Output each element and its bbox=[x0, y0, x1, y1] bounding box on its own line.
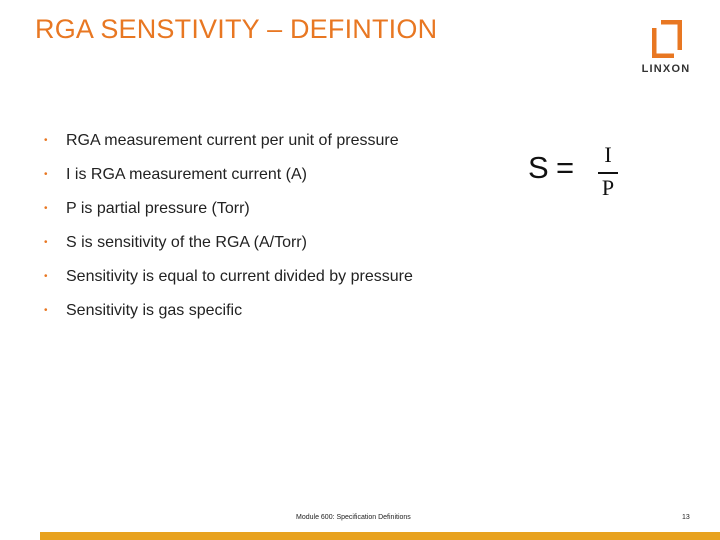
footer-text: Module 600: Specification Definitions bbox=[296, 514, 411, 521]
bullet-text: Sensitivity is gas specific bbox=[66, 302, 243, 319]
bullet-text: S is sensitivity of the RGA (A/Torr) bbox=[66, 234, 307, 251]
bullet-text: Sensitivity is equal to current divided by pressure bbox=[66, 268, 413, 285]
bullet-text: I is RGA measurement current (A) bbox=[66, 166, 307, 183]
bullet-item bbox=[44, 264, 413, 298]
logo-text: LINXON bbox=[641, 63, 691, 75]
linxon-bracket-logo-icon bbox=[652, 20, 682, 58]
bullet-item bbox=[44, 162, 413, 196]
formula-denominator: P bbox=[601, 175, 615, 200]
formula-numerator: I bbox=[604, 142, 612, 167]
bullet-text: RGA measurement current per unit of pressure bbox=[66, 132, 399, 149]
bullet-item bbox=[44, 196, 413, 230]
slide-title: RGA SENSTIVITY – DEFINTION bbox=[35, 14, 438, 44]
company-logo bbox=[636, 18, 696, 78]
footer-bar bbox=[40, 532, 720, 540]
bullet-marker: • bbox=[44, 305, 48, 316]
formula-lhs: S bbox=[528, 150, 549, 185]
fraction-bar bbox=[598, 172, 618, 174]
bullet-item bbox=[44, 230, 413, 264]
bullet-marker: • bbox=[44, 169, 48, 180]
bullet-list bbox=[44, 128, 413, 332]
bullet-item bbox=[44, 128, 413, 162]
bullet-marker: • bbox=[44, 135, 48, 146]
bullet-marker: • bbox=[44, 203, 48, 214]
bullet-item bbox=[44, 298, 413, 332]
bullet-text: P is partial pressure (Torr) bbox=[66, 200, 250, 217]
bullet-marker: • bbox=[44, 271, 48, 282]
formula-equals: = bbox=[556, 150, 575, 185]
page-number: 13 bbox=[682, 514, 690, 521]
bullet-marker: • bbox=[44, 237, 48, 248]
sensitivity-formula bbox=[528, 142, 628, 202]
